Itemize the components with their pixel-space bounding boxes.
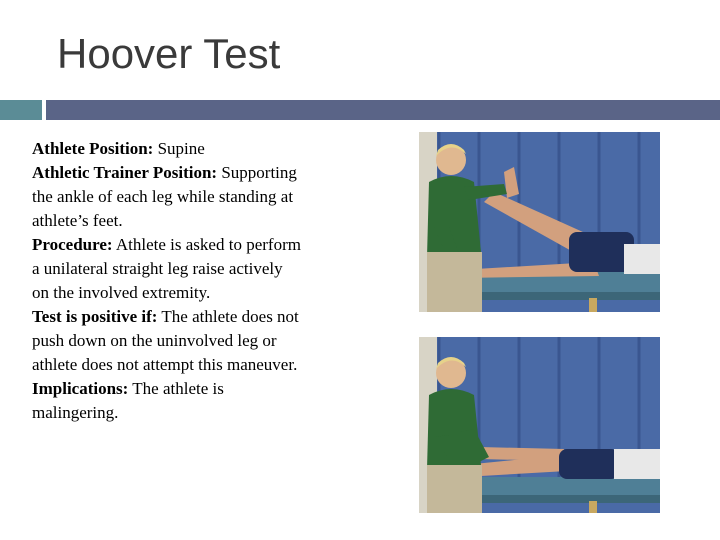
trainer-position — [32, 161, 302, 233]
photo-legs-flat-illustration — [419, 337, 660, 513]
title-accent-bar-left — [0, 100, 42, 120]
athlete-position — [32, 137, 302, 161]
photo-leg-raise — [419, 132, 660, 312]
positive-result — [32, 305, 302, 377]
implications — [32, 377, 302, 425]
athlete-position-text: Supine — [153, 139, 205, 158]
procedure-text: Athlete is asked to perform a unilateral straight leg raise actively on the involved extremity. — [32, 235, 301, 302]
trainer-position-text: Supporting the ankle of each leg while standing at athlete’s feet. — [32, 163, 297, 230]
positive-result-text: The athlete does not push down on the uninvolved leg or athlete does not attempt this maneuver. — [32, 307, 299, 374]
photo-leg-raise-illustration — [419, 132, 660, 312]
slide-title: Hoover Test — [57, 30, 281, 77]
title-accent-bar-right — [46, 100, 720, 120]
procedure — [32, 233, 302, 305]
procedure-label: Procedure: — [32, 235, 113, 254]
positive-result-label: Test is positive if: — [32, 307, 158, 326]
implications-label: Implications: — [32, 379, 129, 398]
athlete-position-label: Athlete Position: — [32, 139, 154, 158]
implications-text: The athlete is malingering. — [32, 379, 224, 422]
test-description — [32, 137, 302, 425]
photo-legs-flat — [419, 337, 660, 513]
trainer-position-label: Athletic Trainer Position: — [32, 163, 218, 182]
